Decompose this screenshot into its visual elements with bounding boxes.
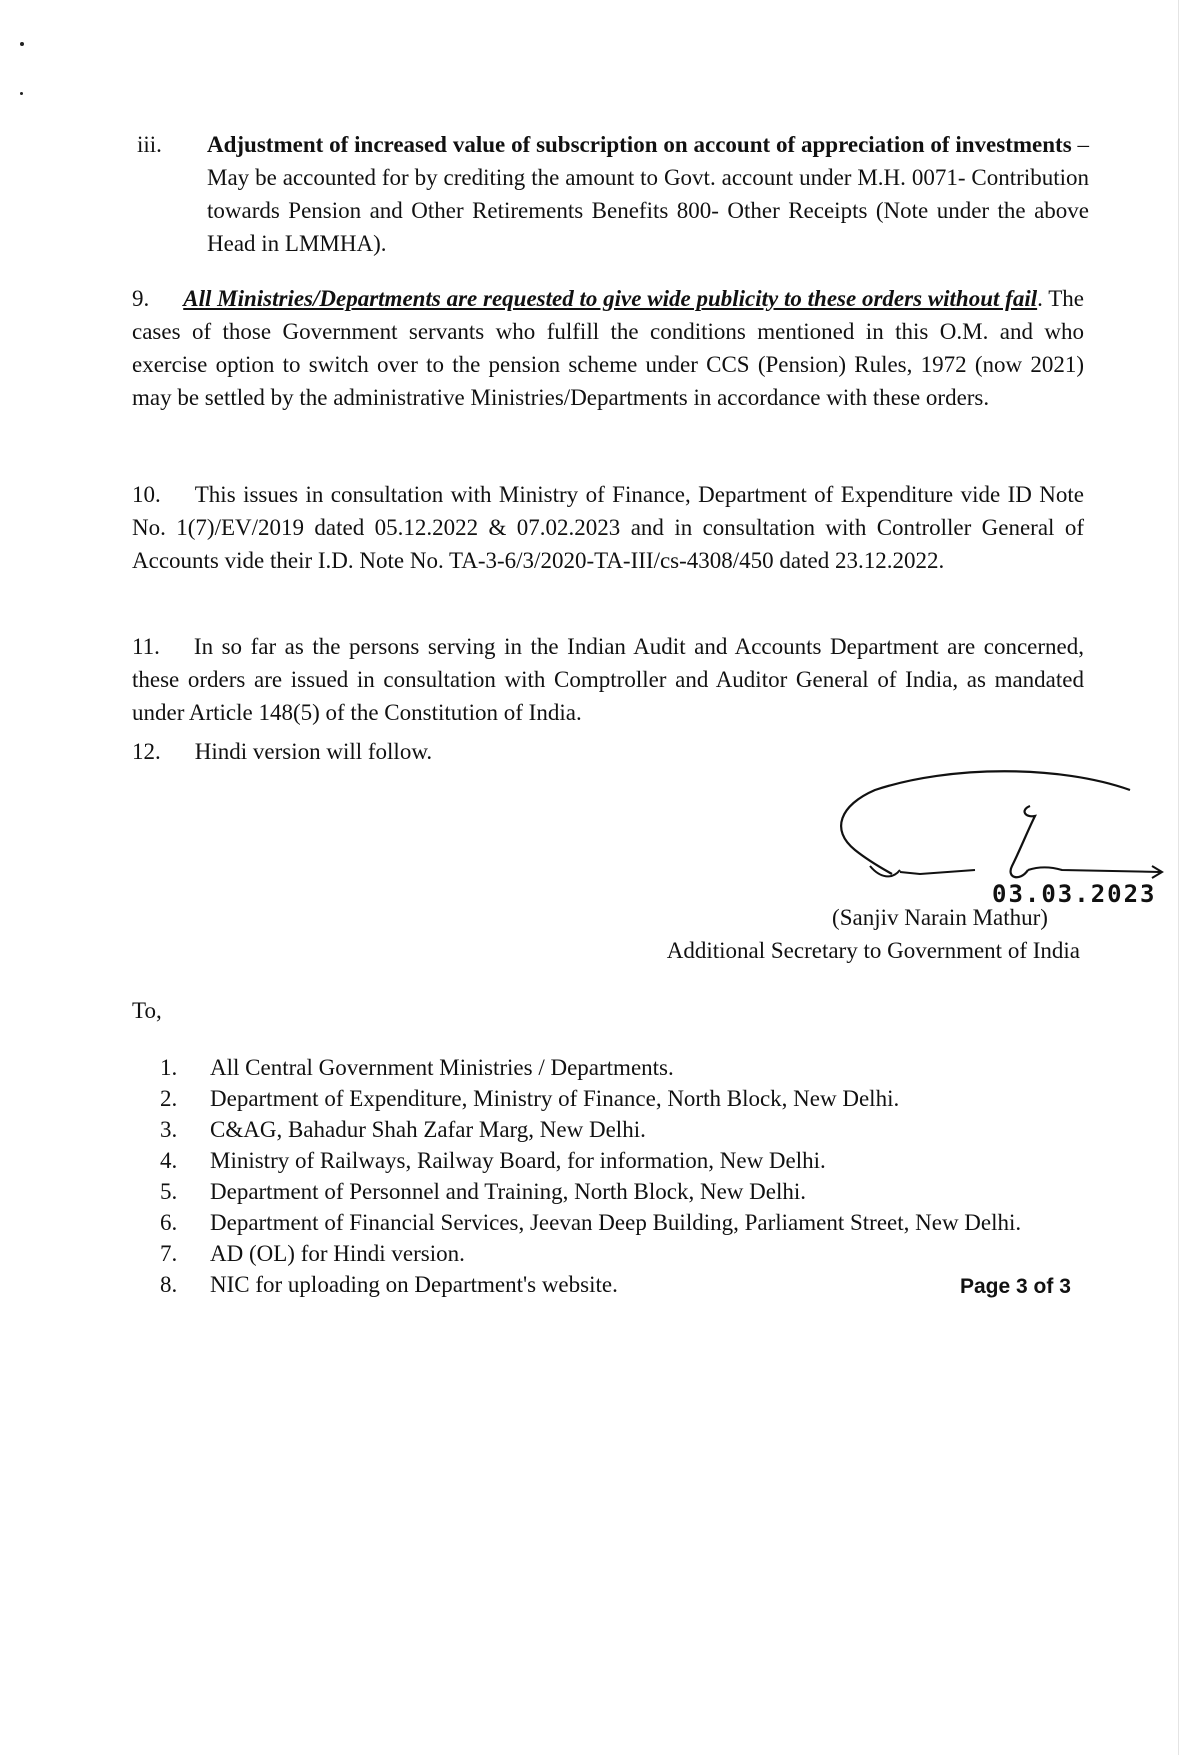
paragraph-number: 10.	[132, 482, 161, 507]
paragraph-number: 12.	[132, 739, 161, 764]
paragraph-text: In so far as the persons serving in the Indian Audit and Accounts Department are concerned, these orders are issued in consultation with Comptroller and Auditor General of India, as mandated under Article 148(5) of the Constitution of India.	[132, 634, 1084, 725]
recipient-list	[160, 1052, 1080, 1300]
list-item-text: Department of Financial Services, Jeevan Deep Building, Parliament Street, New Delhi.	[210, 1210, 1022, 1235]
sub-point-body	[207, 128, 1089, 260]
paragraph-11	[132, 630, 1084, 729]
signatory-name: (Sanjiv Narain Mathur)	[832, 905, 1048, 930]
list-item-text: C&AG, Bahadur Shah Zafar Marg, New Delhi.	[210, 1117, 646, 1142]
paragraph-number: 11.	[132, 634, 160, 659]
list-item-number: 8.	[160, 1272, 178, 1297]
scan-dot-mark	[20, 42, 24, 46]
list-item-number: 2.	[160, 1086, 178, 1111]
sub-point-heading: Adjustment of increased value of subscription on account of appreciation of investments	[207, 132, 1072, 157]
list-item-number: 1.	[160, 1055, 178, 1080]
paragraph-text: Hindi version will follow.	[194, 739, 433, 764]
list-item-number: 4.	[160, 1148, 178, 1173]
page-number: Page 3 of 3	[960, 1275, 1071, 1298]
scan-edge-line	[1178, 0, 1179, 1755]
list-item-number: 5.	[160, 1179, 178, 1204]
list-item	[160, 1207, 1080, 1238]
sub-point-iii	[137, 128, 1089, 260]
list-item-text: AD (OL) for Hindi version.	[210, 1241, 465, 1266]
paragraph-9	[132, 282, 1084, 414]
list-item-text: Department of Expenditure, Ministry of Finance, North Block, New Delhi.	[210, 1086, 900, 1111]
list-item-number: 7.	[160, 1241, 178, 1266]
signatory-designation: Additional Secretary to Government of India	[666, 938, 1080, 963]
sub-point-number: iii.	[137, 132, 162, 157]
list-item-text: NIC for uploading on Department's website.	[210, 1272, 618, 1297]
list-item-text: All Central Government Ministries / Departments.	[210, 1055, 674, 1080]
paragraph-text: . The cases of those Government servants who fulfill the conditions mentioned in this O.M. and who exercise option to switch over to the pension scheme under CCS (Pension) Rules, 1972 (now 2021) may be settled by the administrative Ministries/Departments in accordance with these orders.	[132, 286, 1084, 410]
sub-point-text: – May be accounted for by crediting the amount to Govt. account under M.H. 0071- Contribution towards Pension and Other Retirements Benefits 800- Other Receipts (Note under the above Head in LMMHA).	[207, 132, 1090, 256]
paragraph-text: This issues in consultation with Ministry of Finance, Department of Expenditure vide ID Note No. 1(7)/EV/2019 dated 05.12.2022 & 07.02.2023 and in consultation with Controller General of Accounts vide their I.D. Note No. TA-3-6/3/2020-TA-III/cs-4308/450 dated 23.12.2022.	[132, 482, 1084, 573]
list-item	[160, 1238, 1080, 1269]
paragraph-12	[132, 735, 832, 768]
signature-date: 03.03.2023	[992, 880, 1157, 908]
list-item	[160, 1176, 1080, 1207]
list-item	[160, 1269, 1080, 1300]
list-item	[160, 1145, 1080, 1176]
list-item-text: Ministry of Railways, Railway Board, for information, New Delhi.	[210, 1148, 826, 1173]
paragraph-emphasis: All Ministries/Departments are requested to give wide publicity to these orders without fail	[183, 286, 1038, 311]
paragraph-number: 9.	[132, 286, 150, 311]
scan-dot-mark	[20, 92, 23, 95]
list-item	[160, 1083, 1080, 1114]
paragraph-10	[132, 478, 1084, 577]
list-item-text: Department of Personnel and Training, North Block, New Delhi.	[210, 1179, 806, 1204]
list-item-number: 6.	[160, 1210, 178, 1235]
list-item	[160, 1114, 1080, 1145]
list-item-number: 3.	[160, 1117, 178, 1142]
list-item	[160, 1052, 1080, 1083]
to-label: To,	[132, 998, 162, 1023]
